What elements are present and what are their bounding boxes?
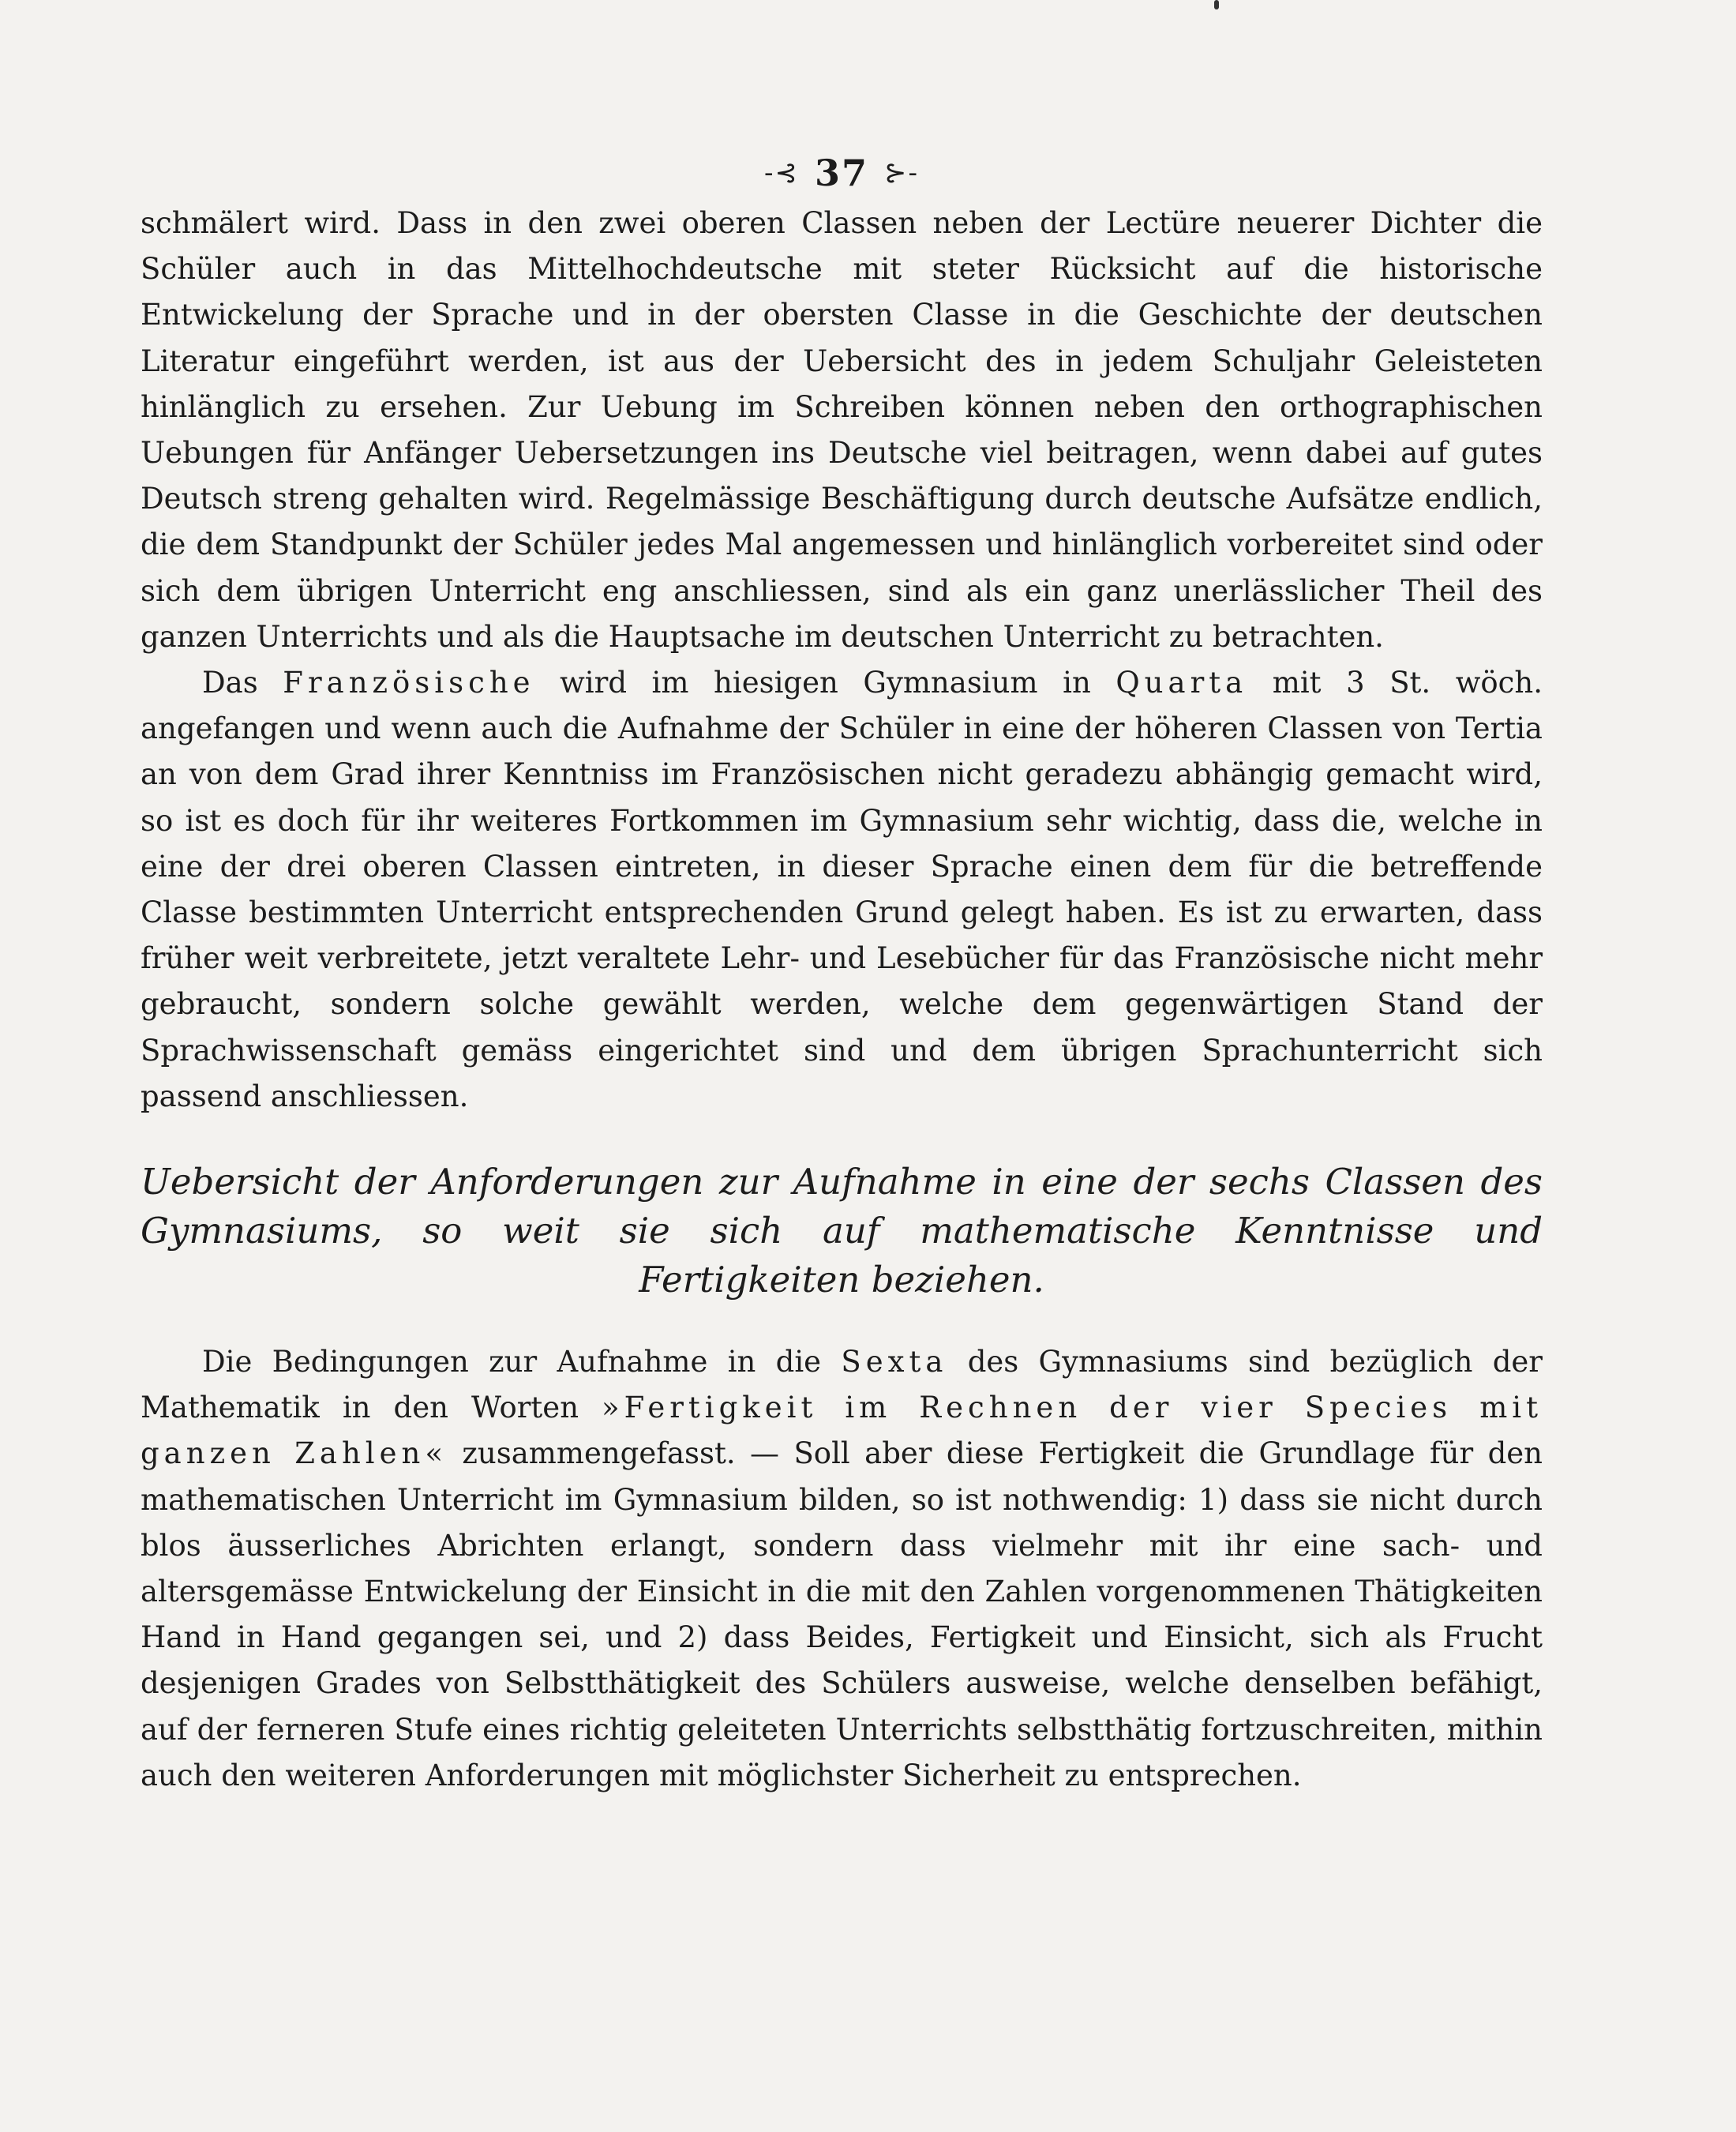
paragraph-french-text-c: mit 3 St. wöch. angefangen und wenn auch die Aufnahme der Schüler in eine der höheren Classen von Tertia an von dem Grad ihrer Kenntniss im Französischen nicht geradezu abhängig gemacht wird, so ist es doch für ihr weiteres Fortkommen im Gymnasium sehr wichtig, dass die, welche in eine der drei oberen Classen eintreten, in dieser Sprache einen dem für die betreffende Classe bestimmten Unterricht entsprechenden Grund gelegt haben. Es ist zu erwarten, dass früher weit verbreitete, jetzt veraltete Lehr- und Lesebücher für das Französische nicht mehr gebraucht, sondern solche gewählt werden, welche dem gegenwärtigen Stand der Sprachwissenschaft gemäss eingerichtet sind und dem übrigen Sprachunterricht sich passend anschliessen. — [141, 666, 1543, 1113]
paragraph-math-text-a: Die Bedingungen zur Aufnahme in die — [202, 1345, 842, 1379]
paragraph-german-lessons: schmälert wird. Dass in den zwei oberen Classen neben der Lectüre neuerer Dichter die Schüler auch in das Mittelhochdeutsche mit steter Rücksicht auf die historische Entwickelung der Sprache und in der obersten Classe in die Geschichte der deutschen Literatur eingeführt werden, ist aus der Uebersicht des in jedem Schuljahr Geleisteten hinlänglich zu ersehen. Zur Uebung im Schreiben können neben den orthographischen Uebungen für Anfänger Uebersetzungen ins Deutsche viel beitragen, wenn dabei auf gutes Deutsch streng gehalten wird. Regelmässige Beschäftigung durch deutsche Aufsätze endlich, die dem Standpunkt der Schüler jedes Mal angemessen und hinlänglich vorbereitet sind oder sich dem übrigen Unterricht eng anschliessen, sind als ein ganz unerlässlicher Theil des ganzen Unterrichts und als die Hauptsache im deutschen Unterricht zu betrachten. — [141, 206, 1543, 654]
document-page — [141, 142, 1543, 2021]
body-text — [141, 201, 1543, 1799]
paragraph-french-text-a: Das — [202, 666, 283, 700]
emphasis-quote: »Fertigkeit im Rechnen der vier Species mit ganzen Zahlen« — [141, 1391, 1543, 1471]
ornament-left: -⊰ — [764, 157, 799, 189]
ink-speck — [1214, 0, 1219, 9]
emphasis-quarta: Quarta — [1115, 666, 1248, 700]
section-heading: Uebersicht der Anforderungen zur Aufnahme in eine der sechs Classen des Gymnasiums, so weit sie sich auf mathematische Kenntnisse und Fertigkeiten beziehen. — [141, 1161, 1543, 1301]
emphasis-franzoesische: Französische — [283, 666, 535, 700]
paragraph-math-text-b: des Gymnasiums sind bezüglich der Mathematik in den Worten — [141, 1345, 1543, 1425]
page-number: 37 — [814, 152, 868, 194]
paragraph-french-text-b: wird im hiesigen Gymnasium in — [534, 666, 1116, 700]
page-header — [141, 142, 1543, 197]
paragraph-french-lessons — [141, 660, 1543, 1120]
paragraph-math-text-c: zusammengefasst. — Soll aber diese Fertigkeit die Grundlage für den mathematischen Unterricht im Gymnasium bilden, so ist nothwendig: 1) dass sie nicht durch blos äusserliches Abrichten erlangt, sondern dass vielmehr mit ihr eine sach- und altersgemässe Entwickelung der Einsicht in die mit den Zahlen vorgenommenen Thätigkeiten Hand in Hand gegangen sei, und 2) dass Beides, Fertigkeit und Einsicht, sich als Frucht desjenigen Grades von Selbstthätigkeit des Schülers ausweise, welche denselben befähigt, auf der ferneren Stufe eines richtig geleiteten Unterrichts selbstthätig fortzuschreiten, mithin auch den weiteren Anforderungen mit möglichster Sicherheit zu entsprechen. — [141, 1436, 1543, 1792]
paragraph-mathematics — [141, 1339, 1543, 1799]
ornament-right: ⊱- — [884, 157, 919, 189]
emphasis-sexta: Sexta — [841, 1345, 948, 1379]
